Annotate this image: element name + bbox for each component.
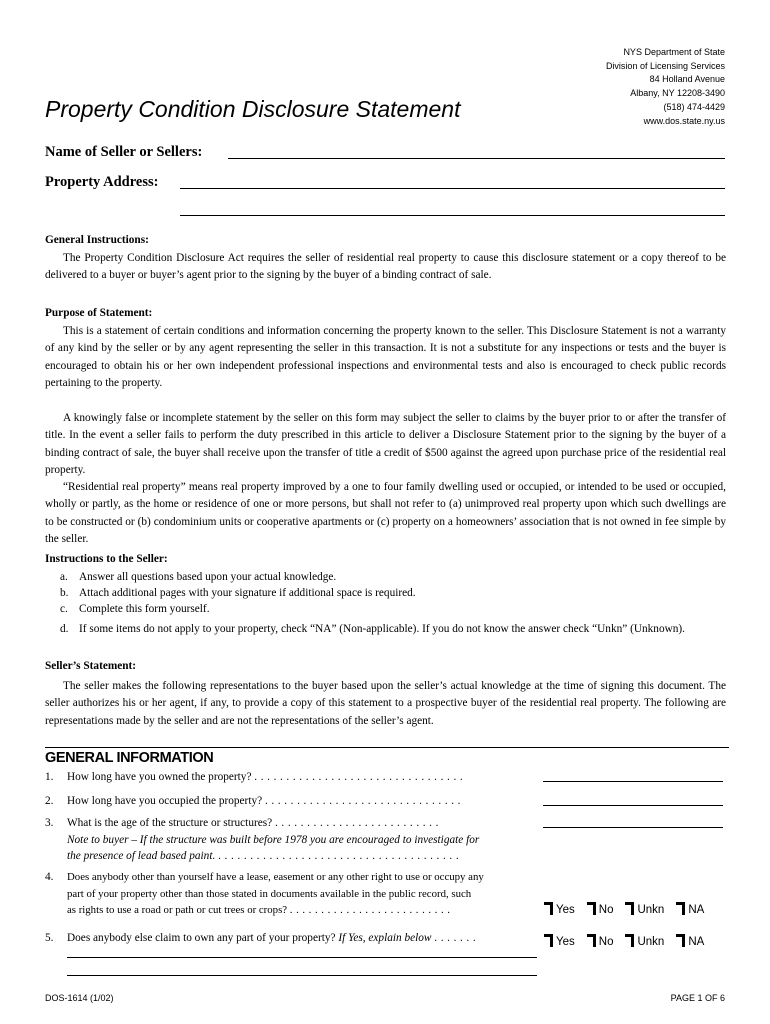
instruction-text: If some items do not apply to your property, check “NA” (Non-applicable). If you do not know the answer check “Unkn” (Unknown).: [79, 623, 685, 635]
question-text: How long have you owned the property?: [67, 771, 252, 783]
question-text: What is the age of the structure or structures?: [67, 817, 273, 829]
instruction-text: Complete this form yourself.: [79, 603, 210, 615]
agency-line: NYS Department of State: [623, 47, 725, 57]
instruction-letter: c.: [60, 603, 68, 615]
dot-leader: ..........................: [274, 817, 443, 829]
instruction-item-a: [60, 569, 726, 586]
question-text-cont: part of your property other than those stated in documents available in the public record, such: [67, 887, 472, 900]
option-no[interactable]: No: [587, 902, 614, 916]
explanation-line-2[interactable]: [67, 975, 537, 976]
option-unkn[interactable]: Unkn: [625, 934, 664, 948]
option-unkn[interactable]: Unkn: [625, 902, 664, 916]
lead-paint-note: Note to buyer – If the structure was built before 1978 you are encouraged to investigate for: [67, 833, 480, 846]
question-text-cont: as rights to use a road or path or cut trees or crops?: [67, 904, 288, 916]
page-number: PAGE 1 OF 6: [670, 993, 725, 1003]
question-number: 2.: [45, 795, 54, 807]
checkbox-icon[interactable]: [587, 902, 596, 915]
seller-name-field[interactable]: [228, 158, 725, 159]
instruction-item-d: [60, 621, 726, 638]
checkbox-icon[interactable]: [544, 902, 553, 915]
seller-instructions-heading: Instructions to the Seller:: [45, 553, 168, 565]
purpose-paragraph-2: A knowingly false or incomplete statement by the seller on this form may subject the seller to claims by the buyer prior to or after the transfer of title. In the event a seller fails to perform the duty prescribed in this article to deliver a Disclosure Statement prior to the signing by the buyer of a binding contract of sale, the buyer shall receive upon the transfer of title a credit of $500 against the agreed upon purchase price of the residential real property.: [45, 412, 726, 476]
explanation-line-1[interactable]: [67, 957, 537, 958]
dot-leader: ..........................: [289, 904, 454, 916]
purpose-heading: Purpose of Statement:: [45, 307, 153, 319]
option-no[interactable]: No: [587, 934, 614, 948]
checkbox-icon[interactable]: [625, 934, 634, 947]
explain-instruction: If Yes, explain below: [338, 932, 432, 944]
agency-website: www.dos.state.ny.us: [643, 115, 725, 126]
instruction-text: Answer all questions based upon your actual knowledge.: [79, 571, 337, 583]
question-number: 3.: [45, 817, 54, 829]
occupied-duration-field[interactable]: [543, 805, 723, 806]
option-na[interactable]: NA: [676, 934, 704, 948]
property-address-label: Property Address:: [45, 174, 159, 190]
dot-leader: ......................................: [218, 850, 463, 862]
property-address-field-2[interactable]: [180, 215, 725, 216]
instruction-text: Attach additional pages with your signature if additional space is required.: [79, 587, 416, 599]
structure-age-field[interactable]: [543, 827, 723, 828]
question-5-options: [544, 934, 716, 948]
option-yes[interactable]: Yes: [544, 934, 575, 948]
purpose-paragraph-3: “Residential real property” means real property improved by a one to four family dwelling used or occupied, or intended to be used or occupied, wholly or partly, as the home or residence of one or more persons, but shall not refer to (a) unimproved real property upon which such dwellings are to be constructed or (b) condominium units or cooperative apartments or (c) property on a homeowners’ association that is not owned in fee simple by the seller.: [45, 481, 726, 545]
question-text: Does anybody else claim to own any part of your property?: [67, 932, 336, 944]
agency-line: (518) 474-4429: [663, 101, 725, 112]
sellers-statement-text: The seller makes the following representations to the buyer based upon the seller’s actual knowledge at the time of signing this document. The seller authorizes his or her agent, if any, to provide a copy of this statement to a prospective buyer of the residential real property. The following are representations made by the seller and are not the representations of the seller’s agent.: [45, 680, 726, 727]
instruction-letter: d.: [60, 623, 69, 635]
instruction-item-b: [60, 585, 726, 602]
option-na[interactable]: NA: [676, 902, 704, 916]
option-yes[interactable]: Yes: [544, 902, 575, 916]
general-instructions-heading: General Instructions:: [45, 234, 149, 246]
checkbox-icon[interactable]: [544, 934, 553, 947]
agency-line: 84 Holland Avenue: [649, 74, 725, 85]
property-address-field-1[interactable]: [180, 188, 725, 189]
agency-line: Albany, NY 12208-3490: [630, 88, 725, 99]
checkbox-icon[interactable]: [587, 934, 596, 947]
seller-name-label: Name of Seller or Sellers:: [45, 144, 203, 160]
question-number: 1.: [45, 771, 54, 783]
instruction-letter: b.: [60, 587, 69, 599]
dot-leader: .................................: [254, 771, 467, 783]
question-number: 5.: [45, 932, 54, 944]
purpose-paragraph-1: This is a statement of certain conditions and information concerning the property known to the seller. This Disclosure Statement is not a warranty of any kind by the seller or by any agent representing the seller in this transaction. It is not a substitute for any inspections or tests and the buyer is encouraged to obtain his or her own independent professional inspections and environmental tests and also is encouraged to check public records pertaining to the property.: [45, 325, 726, 389]
instruction-letter: a.: [60, 571, 68, 583]
general-instructions-text: The Property Condition Disclosure Act requires the seller of residential real property to cause this disclosure statement or a copy thereof to be delivered to a buyer or buyer’s agent prior to the signing by the buyer of a binding contract of sale.: [45, 252, 726, 282]
form-number: DOS-1614 (1/02): [45, 993, 114, 1003]
question-4-options: [544, 902, 716, 916]
checkbox-icon[interactable]: [625, 902, 634, 915]
general-information-heading: GENERAL INFORMATION: [45, 747, 729, 766]
lead-paint-note-cont: the presence of lead based paint.: [67, 850, 216, 862]
agency-line: Division of Licensing Services: [605, 60, 725, 71]
question-text: How long have you occupied the property?: [67, 795, 263, 807]
question-number: 4.: [45, 871, 54, 883]
question-text: Does anybody other than yourself have a lease, easement or any other right to use or occupy any: [67, 871, 484, 883]
dot-leader: .......: [434, 932, 480, 944]
checkbox-icon[interactable]: [676, 902, 685, 915]
agency-address-block: [606, 46, 725, 128]
owned-duration-field[interactable]: [543, 781, 723, 782]
dot-leader: ...............................: [264, 795, 465, 807]
document-title: Property Condition Disclosure Statement: [45, 96, 461, 122]
instruction-item-c: [60, 601, 726, 618]
checkbox-icon[interactable]: [676, 934, 685, 947]
sellers-statement-heading: Seller’s Statement:: [45, 660, 137, 672]
